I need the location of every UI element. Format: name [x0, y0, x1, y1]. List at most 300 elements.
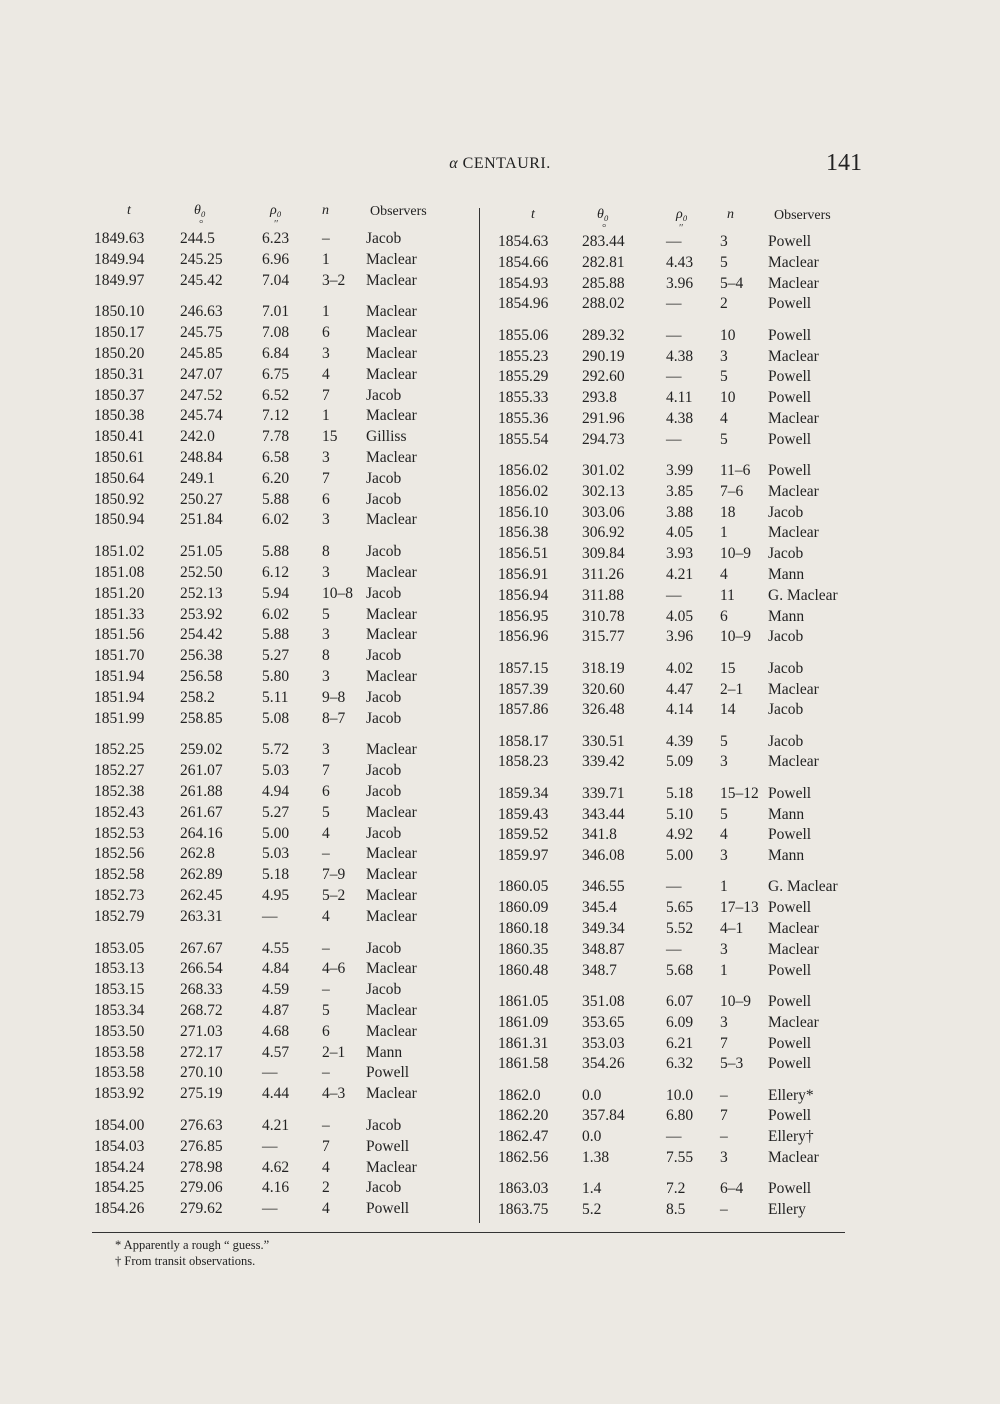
- observer-cell: Powell: [768, 992, 812, 1010]
- observer-cell: Maclear: [366, 250, 417, 268]
- n-cell: 2: [322, 1179, 330, 1197]
- year-cell: 1849.94: [94, 250, 145, 268]
- n-cell: 10: [720, 389, 736, 407]
- n-cell: 5: [322, 1002, 330, 1019]
- n-cell: 4–6: [322, 960, 346, 978]
- n-cell: 4: [720, 409, 728, 427]
- theta-cell: 354.26: [582, 1055, 625, 1073]
- rho-cell: 6.75: [262, 365, 290, 383]
- rho-cell: 5.88: [262, 490, 290, 508]
- rho-cell: 4.62: [262, 1158, 290, 1176]
- year-cell: 1851.02: [94, 543, 145, 561]
- theta-cell: 245.42: [180, 271, 223, 289]
- observer-cell: Maclear: [366, 564, 417, 581]
- header-observers: Observers: [774, 208, 831, 223]
- n-cell: 7–6: [720, 482, 744, 500]
- n-cell: 6: [720, 607, 728, 625]
- year-cell: 1853.58: [94, 1064, 145, 1082]
- rho-cell: 6.23: [262, 230, 290, 247]
- theta-cell: 310.78: [582, 607, 625, 625]
- observer-cell: Maclear: [768, 1149, 819, 1166]
- n-cell: 3–2: [322, 271, 346, 289]
- rho-cell: —: [666, 295, 682, 313]
- observer-cell: Maclear: [768, 680, 819, 698]
- n-cell: 1: [720, 961, 728, 979]
- observer-cell: Maclear: [366, 1022, 417, 1040]
- theta-cell: 242.0: [180, 428, 215, 446]
- n-cell: 5: [720, 368, 728, 386]
- observer-cell: Maclear: [366, 1158, 417, 1176]
- year-cell: 1857.39: [498, 680, 549, 698]
- theta-cell: 0.0: [582, 1128, 602, 1146]
- observer-cell: Jacob: [366, 783, 402, 800]
- theta-cell: 279.06: [180, 1179, 223, 1197]
- theta-cell: 249.1: [180, 469, 215, 487]
- rho-cell: 3.85: [666, 482, 694, 500]
- header-n: n: [322, 203, 329, 218]
- year-cell: 1862.0: [498, 1086, 541, 1104]
- rho-cell: 8.5: [666, 1201, 686, 1219]
- observer-cell: Maclear: [366, 324, 417, 342]
- n-cell: –: [322, 1117, 330, 1134]
- observer-cell: Jacob: [366, 490, 402, 508]
- observer-cell: Maclear: [366, 1002, 417, 1019]
- year-cell: 1860.09: [498, 899, 549, 917]
- observer-cell: Jacob: [768, 628, 804, 646]
- footnote-guess: * Apparently a rough “ guess.”: [115, 1238, 270, 1252]
- rho-cell: —: [666, 368, 682, 386]
- observer-cell: Maclear: [768, 524, 819, 542]
- year-cell: 1850.94: [94, 511, 145, 529]
- theta-cell: 285.88: [582, 274, 625, 292]
- n-cell: 5: [322, 803, 330, 821]
- rho-cell: 4.38: [666, 409, 694, 427]
- n-cell: 8: [322, 647, 330, 665]
- column-divider: [479, 208, 480, 1223]
- n-cell: 1: [322, 303, 330, 321]
- year-cell: 1850.61: [94, 449, 145, 466]
- rho-cell: 4.84: [262, 960, 290, 978]
- theta-cell: 252.50: [180, 564, 223, 581]
- year-cell: 1862.47: [498, 1128, 549, 1146]
- observer-cell: Powell: [768, 1034, 812, 1052]
- n-cell: 7: [322, 762, 330, 780]
- theta-cell: 339.42: [582, 753, 625, 771]
- rho-cell: 7.78: [262, 428, 290, 446]
- year-cell: 1862.20: [498, 1107, 549, 1125]
- theta-cell: 309.84: [582, 545, 625, 563]
- n-cell: –: [322, 845, 330, 863]
- rho-cell: 6.21: [666, 1034, 694, 1052]
- n-cell: 4: [322, 365, 330, 383]
- theta-unit: °: [602, 222, 607, 234]
- year-cell: 1857.86: [498, 701, 549, 719]
- n-cell: –: [720, 1128, 728, 1146]
- n-cell: 7: [322, 469, 330, 487]
- rho-cell: 5.68: [666, 961, 694, 979]
- theta-cell: 245.74: [180, 407, 223, 425]
- n-cell: 8: [322, 543, 330, 561]
- rho-cell: 4.39: [666, 732, 694, 750]
- observer-cell: Maclear: [366, 741, 417, 759]
- rho-cell: 6.80: [666, 1107, 694, 1125]
- n-cell: 10: [720, 326, 736, 344]
- theta-cell: 270.10: [180, 1064, 223, 1082]
- observer-cell: Maclear: [768, 347, 819, 365]
- year-cell: 1855.54: [498, 430, 549, 448]
- n-cell: 5: [720, 805, 728, 823]
- year-cell: 1860.18: [498, 920, 549, 937]
- n-cell: –: [720, 1201, 728, 1219]
- theta-cell: 278.98: [180, 1158, 223, 1176]
- theta-cell: 279.62: [180, 1200, 223, 1218]
- rho-cell: 6.12: [262, 564, 290, 581]
- rho-cell: 5.80: [262, 668, 290, 685]
- year-cell: 1850.20: [94, 345, 145, 362]
- year-cell: 1854.03: [94, 1137, 145, 1155]
- n-cell: –: [322, 230, 330, 247]
- rho-cell: 7.55: [666, 1149, 694, 1166]
- theta-cell: 353.65: [582, 1013, 625, 1031]
- n-cell: 4: [322, 907, 330, 925]
- observer-cell: Maclear: [768, 753, 819, 771]
- observer-cell: Powell: [768, 295, 812, 313]
- year-cell: 1852.25: [94, 741, 145, 759]
- observer-cell: Mann: [768, 805, 805, 823]
- theta-cell: 1.4: [582, 1180, 602, 1198]
- n-cell: 2–1: [720, 680, 744, 698]
- n-cell: 3: [322, 741, 330, 759]
- year-cell: 1856.94: [498, 586, 549, 604]
- n-cell: 4: [720, 826, 728, 844]
- rho-unit: ″: [679, 222, 684, 234]
- theta-cell: 245.25: [180, 250, 223, 268]
- theta-cell: 311.88: [582, 586, 625, 604]
- theta-cell: 339.71: [582, 784, 625, 802]
- theta-cell: 303.06: [582, 503, 625, 521]
- theta-cell: 315.77: [582, 628, 625, 646]
- n-cell: 6: [322, 490, 330, 508]
- n-cell: 3: [720, 1013, 728, 1031]
- observer-cell: Jacob: [366, 1179, 402, 1197]
- year-cell: 1849.63: [94, 230, 145, 247]
- n-cell: 3: [322, 511, 330, 529]
- rho-cell: 4.95: [262, 887, 290, 904]
- rho-cell: 3.99: [666, 462, 694, 479]
- observer-cell: Jacob: [366, 762, 402, 780]
- observer-cell: Maclear: [366, 1085, 417, 1103]
- rho-cell: —: [262, 1200, 278, 1218]
- theta-cell: 341.8: [582, 826, 617, 844]
- n-cell: 2–1: [322, 1043, 346, 1061]
- theta-cell: 245.75: [180, 324, 223, 342]
- n-cell: 3: [720, 347, 728, 365]
- year-cell: 1851.70: [94, 647, 145, 665]
- year-cell: 1850.37: [94, 386, 145, 404]
- n-cell: 18: [720, 503, 736, 521]
- rho-cell: —: [666, 233, 682, 250]
- theta-cell: 348.87: [582, 940, 625, 958]
- observer-cell: Mann: [768, 607, 805, 625]
- n-cell: 3: [322, 564, 330, 581]
- observer-cell: Powell: [768, 899, 812, 917]
- theta-cell: 259.02: [180, 741, 223, 759]
- rho-cell: 4.14: [666, 701, 694, 719]
- observer-cell: Jacob: [366, 230, 402, 247]
- theta-cell: 326.48: [582, 701, 625, 719]
- rho-cell: —: [666, 940, 682, 958]
- theta-cell: 306.92: [582, 524, 625, 542]
- rho-cell: 5.18: [666, 784, 694, 802]
- observer-cell: Maclear: [768, 940, 819, 958]
- year-cell: 1850.64: [94, 469, 145, 487]
- year-cell: 1851.08: [94, 564, 145, 581]
- n-cell: 5: [322, 605, 330, 623]
- year-cell: 1852.27: [94, 762, 145, 780]
- theta-cell: 357.84: [582, 1107, 625, 1125]
- theta-cell: 252.13: [180, 584, 223, 602]
- observer-cell: Ellery†: [768, 1128, 814, 1146]
- year-cell: 1852.53: [94, 824, 145, 842]
- observer-cell: Powell: [366, 1064, 410, 1082]
- year-cell: 1854.66: [498, 253, 549, 271]
- rho-cell: —: [262, 1064, 278, 1082]
- year-cell: 1853.13: [94, 960, 145, 978]
- year-cell: 1855.29: [498, 368, 549, 386]
- year-cell: 1856.51: [498, 545, 549, 563]
- theta-cell: 258.85: [180, 709, 223, 727]
- theta-cell: 288.02: [582, 295, 625, 313]
- rho-cell: —: [666, 586, 682, 604]
- year-cell: 1852.56: [94, 845, 145, 863]
- rho-cell: 6.96: [262, 250, 290, 268]
- n-cell: 3: [720, 233, 728, 250]
- rho-cell: 5.11: [262, 688, 289, 706]
- n-cell: –: [322, 981, 330, 999]
- observer-cell: Jacob: [768, 503, 804, 521]
- rho-cell: —: [666, 326, 682, 344]
- observer-cell: Powell: [768, 1107, 812, 1125]
- year-cell: 1860.35: [498, 940, 549, 958]
- rho-cell: 5.88: [262, 626, 290, 644]
- observer-cell: Maclear: [366, 887, 417, 904]
- year-cell: 1851.94: [94, 668, 145, 685]
- observer-cell: Maclear: [366, 449, 417, 466]
- observer-cell: Jacob: [768, 732, 804, 750]
- observer-cell: Powell: [768, 462, 812, 479]
- n-cell: 5–2: [322, 887, 346, 904]
- observer-cell: Maclear: [366, 345, 417, 362]
- year-cell: 1853.50: [94, 1022, 145, 1040]
- year-cell: 1850.17: [94, 324, 145, 342]
- year-cell: 1853.15: [94, 981, 145, 999]
- theta-cell: 276.85: [180, 1137, 223, 1155]
- n-cell: 5: [720, 732, 728, 750]
- theta-cell: 251.05: [180, 543, 223, 561]
- n-cell: 4: [322, 1200, 330, 1218]
- n-cell: 2: [720, 295, 728, 313]
- observer-cell: Jacob: [366, 469, 402, 487]
- theta-cell: 276.63: [180, 1117, 223, 1134]
- theta-cell: 294.73: [582, 430, 625, 448]
- theta-cell: 271.03: [180, 1022, 223, 1040]
- year-cell: 1852.79: [94, 907, 145, 925]
- year-cell: 1854.24: [94, 1158, 145, 1176]
- theta-cell: 353.03: [582, 1034, 625, 1052]
- year-cell: 1850.41: [94, 428, 145, 446]
- theta-cell: 351.08: [582, 992, 625, 1010]
- year-cell: 1850.38: [94, 407, 145, 425]
- theta-cell: 247.52: [180, 386, 223, 404]
- theta-cell: 292.60: [582, 368, 625, 386]
- rho-cell: 4.87: [262, 1002, 290, 1019]
- rho-cell: 3.96: [666, 628, 694, 646]
- theta-cell: 272.17: [180, 1043, 223, 1061]
- year-cell: 1858.17: [498, 732, 549, 750]
- n-cell: 3: [322, 668, 330, 685]
- n-cell: 7: [322, 386, 330, 404]
- year-cell: 1861.09: [498, 1013, 549, 1031]
- rho-cell: 4.94: [262, 783, 290, 800]
- observer-cell: Powell: [366, 1137, 410, 1155]
- observer-cell: Maclear: [366, 866, 417, 884]
- n-cell: 7: [322, 1137, 330, 1155]
- rho-cell: 5.09: [666, 753, 694, 771]
- n-cell: 10–9: [720, 992, 751, 1010]
- theta-cell: 246.63: [180, 303, 223, 321]
- rho-cell: 4.57: [262, 1043, 290, 1061]
- theta-cell: 247.07: [180, 365, 223, 383]
- footnote-transit: † From transit observations.: [115, 1254, 256, 1268]
- observer-cell: Jacob: [366, 647, 402, 665]
- rho-cell: 4.02: [666, 659, 694, 677]
- theta-cell: 320.60: [582, 680, 625, 698]
- year-cell: 1852.58: [94, 866, 145, 884]
- year-cell: 1856.95: [498, 607, 549, 625]
- n-cell: 1: [322, 250, 330, 268]
- year-cell: 1850.10: [94, 303, 145, 321]
- rho-cell: 5.72: [262, 741, 290, 759]
- theta-cell: 289.32: [582, 326, 625, 344]
- year-cell: 1861.31: [498, 1034, 549, 1052]
- year-cell: 1856.91: [498, 566, 549, 583]
- observer-cell: Maclear: [366, 668, 417, 685]
- rho-unit: ″: [274, 218, 279, 230]
- rho-cell: 4.59: [262, 981, 290, 999]
- observer-cell: Maclear: [366, 605, 417, 623]
- n-cell: 4: [322, 824, 330, 842]
- n-cell: 15: [322, 428, 338, 446]
- theta-cell: 318.19: [582, 659, 625, 677]
- rho-cell: 3.88: [666, 503, 694, 521]
- theta-cell: 282.81: [582, 253, 625, 271]
- rho-cell: 3.96: [666, 274, 694, 292]
- rho-cell: 7.12: [262, 407, 290, 425]
- theta-cell: 254.42: [180, 626, 223, 644]
- rho-cell: —: [262, 907, 278, 925]
- n-cell: 11: [720, 586, 735, 604]
- rho-cell: 5.03: [262, 845, 290, 863]
- n-cell: 10–9: [720, 545, 751, 563]
- rho-cell: 4.21: [666, 566, 694, 583]
- n-cell: 3: [322, 626, 330, 644]
- header-observers: Observers: [370, 204, 427, 219]
- observer-cell: Powell: [768, 1055, 812, 1073]
- rho-cell: 4.44: [262, 1085, 290, 1103]
- observer-cell: G. Maclear: [768, 586, 838, 604]
- n-cell: 8–7: [322, 709, 346, 727]
- observer-cell: Maclear: [768, 920, 819, 937]
- year-cell: 1852.38: [94, 783, 145, 800]
- theta-cell: 290.19: [582, 347, 625, 365]
- observer-cell: Mann: [366, 1043, 403, 1061]
- n-cell: 17–13: [720, 899, 759, 917]
- title-alpha: α: [449, 155, 459, 172]
- n-cell: 5–3: [720, 1055, 744, 1073]
- theta-cell: 262.45: [180, 887, 223, 904]
- rho-cell: 5.27: [262, 647, 290, 665]
- n-cell: 15: [720, 659, 736, 677]
- theta-cell: 268.72: [180, 1002, 223, 1019]
- year-cell: 1862.56: [498, 1149, 549, 1166]
- observer-cell: Jacob: [366, 688, 402, 706]
- n-cell: 7: [720, 1034, 728, 1052]
- rho-cell: 4.05: [666, 607, 694, 625]
- year-cell: 1855.06: [498, 326, 549, 344]
- n-cell: 10–9: [720, 628, 751, 646]
- theta-cell: 268.33: [180, 981, 223, 999]
- rho-cell: 6.09: [666, 1013, 694, 1031]
- n-cell: 7–9: [322, 866, 346, 884]
- rho-cell: 4.38: [666, 347, 694, 365]
- theta-cell: 5.2: [582, 1201, 602, 1219]
- n-cell: 3: [720, 940, 728, 958]
- year-cell: 1856.96: [498, 628, 549, 646]
- page-number: 141: [826, 150, 862, 176]
- observer-cell: Powell: [768, 368, 812, 386]
- n-cell: 1: [322, 407, 330, 425]
- year-cell: 1851.94: [94, 688, 145, 706]
- observer-cell: Maclear: [366, 407, 417, 425]
- observer-cell: Powell: [768, 430, 812, 448]
- observer-cell: Jacob: [366, 386, 402, 404]
- theta-cell: 302.13: [582, 482, 625, 500]
- n-cell: 1: [720, 878, 728, 896]
- rho-cell: 5.94: [262, 584, 290, 602]
- rho-cell: 6.07: [666, 992, 694, 1010]
- rho-cell: 4.55: [262, 939, 290, 957]
- observer-cell: Maclear: [366, 511, 417, 529]
- observer-cell: Jacob: [366, 584, 402, 602]
- theta-cell: 251.84: [180, 511, 223, 529]
- year-cell: 1860.05: [498, 878, 549, 896]
- year-cell: 1853.34: [94, 1002, 145, 1019]
- n-cell: 6: [322, 1022, 330, 1040]
- year-cell: 1854.26: [94, 1200, 145, 1218]
- observer-cell: Jacob: [366, 1117, 402, 1134]
- observer-cell: Powell: [768, 784, 812, 802]
- rho-cell: 5.10: [666, 805, 694, 823]
- rho-cell: 5.00: [666, 847, 694, 865]
- year-cell: 1859.52: [498, 826, 549, 844]
- rho-cell: 6.84: [262, 345, 290, 362]
- year-cell: 1851.20: [94, 584, 145, 602]
- year-cell: 1858.23: [498, 753, 549, 771]
- year-cell: 1859.34: [498, 784, 549, 802]
- observer-cell: Maclear: [366, 907, 417, 925]
- year-cell: 1850.92: [94, 490, 145, 508]
- observer-cell: Powell: [768, 826, 812, 844]
